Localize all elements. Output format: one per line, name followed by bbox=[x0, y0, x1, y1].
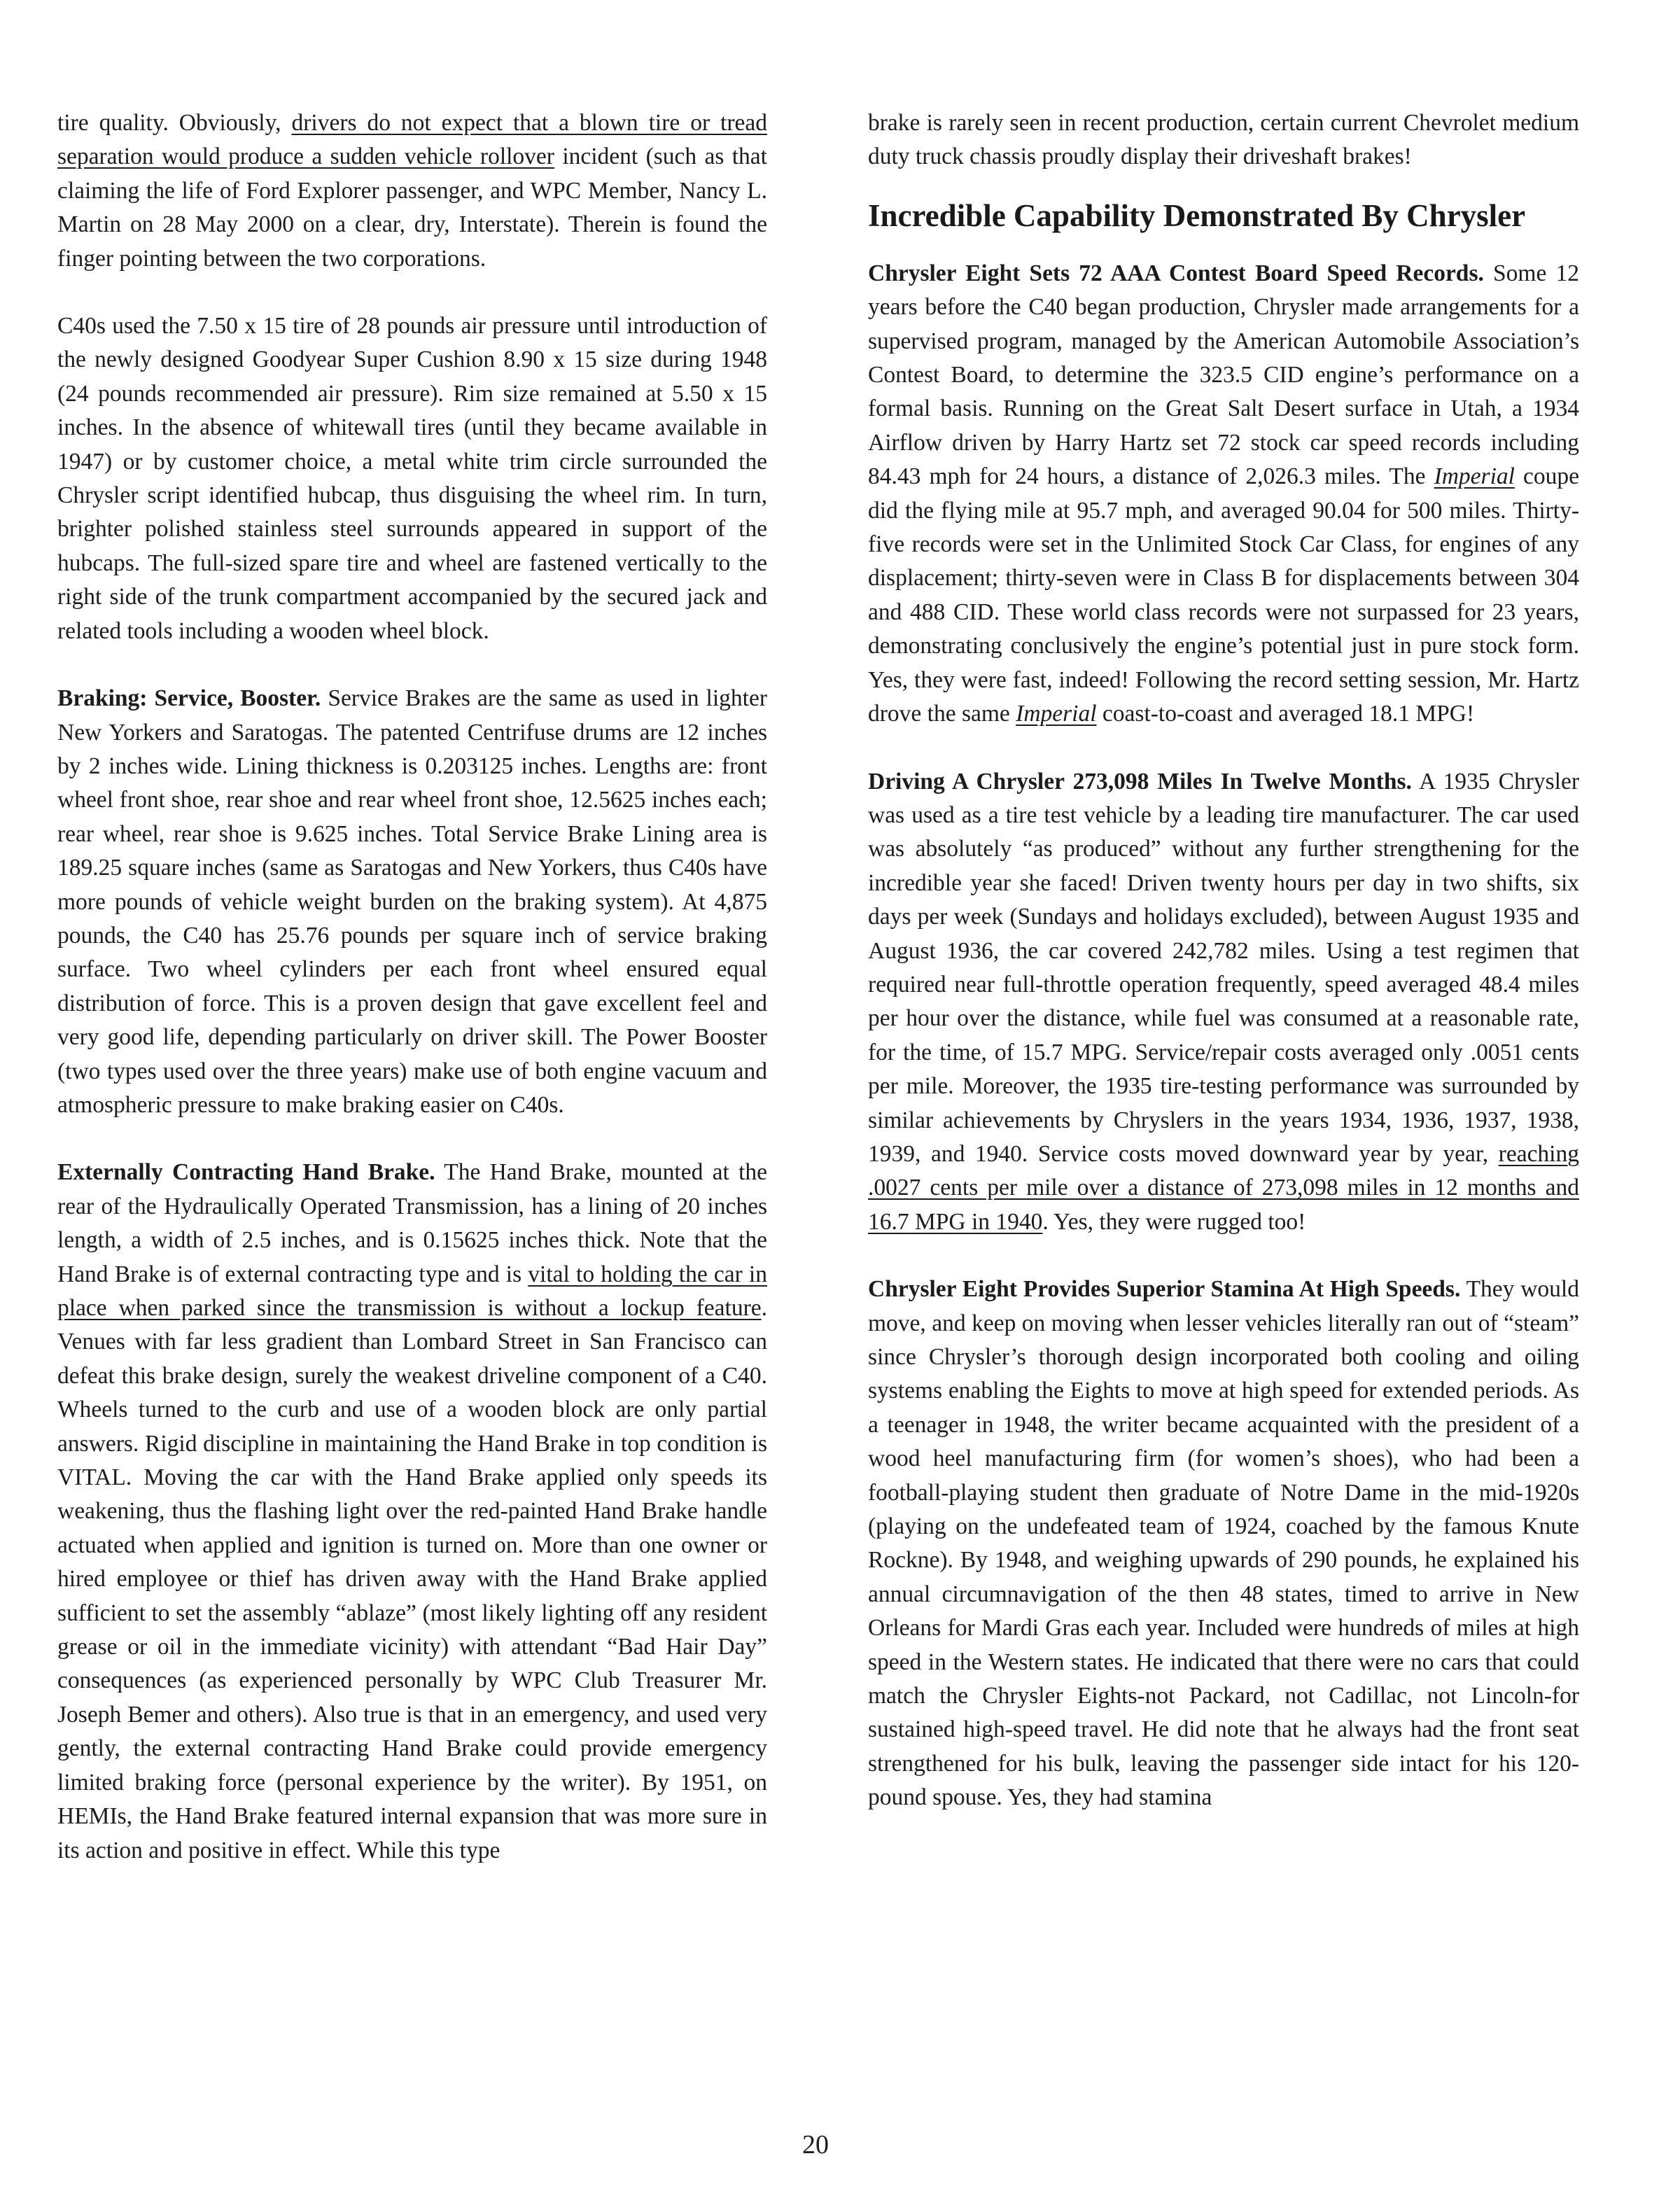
paragraph-braking-service-booster: Braking: Service, Booster. Service Brakes are the same as used in lighter New Yorkers and Saratogas. The patented Centrifuse drums are 12 inches by 2 inches wide. Lining thickness is 0.203125 inches. Lengths are: front wheel front shoe, rear shoe and rear wheel front shoe, 12.5625 inches each; rear wheel, rear shoe is 9.625 inches. Total Service Brake Lining area is 189.25 square inches (same as Saratogas and New Yorkers, thus C40s have more pounds of vehicle weight burden on the braking system). At 4,875 pounds, the C40 has 25.76 pounds per square inch of service braking surface. Two wheel cylinders per each front wheel ensured equal distribution of force. This is a proven design that gave excellent feel and very good life, depending particularly on driver skill. The Power Booster (two types used over the three years) make use of both engine vacuum and atmospheric pressure to make braking easier on C40s. bbox=[57, 685, 767, 1118]
section-lead-endurance: Driving A Chrysler 273,098 Miles In Twelve Months. bbox=[868, 768, 1412, 794]
paragraph-tire-quality: tire quality. Obviously, drivers do not expect that a blown tire or tread separation would produce a sudden vehicle rollover incident (such as that claiming the life of Ford Explorer passenger, and WPC Member, Nancy L. Martin on 28 May 2000 on a clear, dry, Interstate). Therein is found the finger pointing between the two corporations. bbox=[57, 110, 767, 272]
paragraph-tires-and-wheels: C40s used the 7.50 x 15 tire of 28 pounds air pressure until introduction of the newly designed Goodyear Super Cushion 8.90 x 15 size during 1948 (24 pounds recommended air pressure). Rim size remained at 5.50 x 15 inches. In the absence of whitewall tires (until they became available in 1947) or by customer choice, a metal white trim circle surrounded the Chrysler script identified hubcap, thus disguising the wheel rim. In turn, brighter polished stainless steel surrounds appeared in support of the hubcaps. The full-sized spare tire and wheel are fastened vertically to the right side of the trunk compartment accompanied by the secured jack and related tools including a wooden wheel block. bbox=[57, 313, 767, 644]
section-heading: Incredible Capability Demonstrated By Chrysler bbox=[868, 197, 1526, 233]
page-number: 20 bbox=[802, 2130, 829, 2160]
paragraph-endurance-test: Driving A Chrysler 273,098 Miles In Twelve Months. A 1935 Chrysler was used as a tire test vehicle by a leading tire manufacturer. The car used was absolutely “as produced” without any further strengthening for the incredible year she faced! Driven twenty hours per day in two shifts, six days per week (Sundays and holidays excluded), between August 1935 and August 1936, the car covered 242,782 miles. Using a test regimen that required near full-throttle operation frequently, speed averaged 48.4 miles per hour over the distance, while fuel was consumed at a reasonable rate, for the time, of 15.7 MPG. Service/repair costs averaged only .0051 cents per mile. Moreover, the 1935 tire-testing performance was surrounded by similar achievements by Chryslers in the years 1934, 1936, 1937, 1938, 1939, and 1940. Service costs moved downward year by year, reaching .0027 cents per mile over a distance of 273,098 miles in 12 months and 16.7 MPG in 1940. Yes, they were rugged too! bbox=[868, 768, 1579, 1235]
underlined-hand-brake-statement: vital to holding the car in place when parked since the transmission is without a lockup feature bbox=[57, 1261, 767, 1321]
section-lead-speed-records: Chrysler Eight Sets 72 AAA Contest Board Speed Records. bbox=[868, 260, 1484, 286]
right-column bbox=[868, 106, 1579, 1815]
underlined-rollover-statement: drivers do not expect that a blown tire or tread separation would produce a sudden vehicle rollover bbox=[57, 110, 767, 170]
italic-imperial-1: Imperial bbox=[1434, 463, 1515, 490]
italic-imperial-2: Imperial bbox=[1016, 701, 1097, 727]
paragraph-speed-records: Chrysler Eight Sets 72 AAA Contest Board Speed Records. Some 12 years before the C40 began production, Chrysler made arrangements for a supervised program, managed by the American Automobile Association’s Contest Board, to determine the 323.5 CID engine’s performance on a formal basis. Running on the Great Salt Desert surface in Utah, a 1934 Airflow driven by Harry Hartz set 72 stock car speed records including 84.43 mph for 24 hours, a distance of 2,026.3 miles. The Imperial coupe did the flying mile at 95.7 mph, and averaged 90.04 for 500 miles. Thirty-five records were set in the Unlimited Stock Car Class, for engines of any displacement; thirty-seven were in Class B for displacements between 304 and 488 CID. These world class records were not surpassed for 23 years, demonstrating conclusively the engine’s potential just in pure stock form. Yes, they were fast, indeed! Following the record setting session, Mr. Hartz drove the same Imperial coast-to-coast and averaged 18.1 MPG! bbox=[868, 260, 1579, 727]
underlined-1940-statement: reaching .0027 cents per mile over a distance of 273,098 miles in 12 months and 16.7 MPG in 1940 bbox=[868, 1140, 1579, 1235]
paragraph-hand-brake: Externally Contracting Hand Brake. The Hand Brake, mounted at the rear of the Hydraulically Operated Transmission, has a lining of 20 inches length, a width of 2.5 inches, and is 0.15625 inches thick. Note that the Hand Brake is of external contracting type and is vital to holding the car in place when parked since the transmission is without a lockup feature. Venues with far less gradient than Lombard Street in San Francisco can defeat this brake design, surely the weakest driveline component of a C40. Wheels turned to the curb and use of a wooden block are only partial answers. Rigid discipline in maintaining the Hand Brake in top condition is VITAL. Moving the car with the Hand Brake applied only speeds its weakening, thus the flashing light over the red-painted Hand Brake handle actuated when applied and ignition is turned on. More than one owner or hired employee or thief has driven away with the Hand Brake applied sufficient to set the assembly “ablaze” (most likely lighting off any resident grease or oil in the immediate vicinity) with attendant “Bad Hair Day” consequences (as experienced personally by WPC Club Treasurer Mr. Joseph Bemer and others). Also true is that in an emergency, and used very gently, the external contracting Hand Brake could provide emergency limited braking force (personal experience by the writer). By 1951, on HEMIs, the Hand Brake featured internal expansion that was more sure in its action and positive in effect. While this type bbox=[57, 1159, 767, 1863]
section-lead-braking: Braking: Service, Booster. bbox=[57, 685, 321, 712]
paragraph-stamina: Chrysler Eight Provides Superior Stamina At High Speeds. They would move, and keep on moving when lesser vehicles literally ran out of “steam” since Chrysler’s thorough design incorporated both cooling and oiling systems enabling the Eights to move at high speed for extended periods. As a teenager in 1948, the writer became acquainted with the president of a wood heel manufacturing firm (for women’s shoes), who had been a football-playing student then graduate of Notre Dame in the mid-1920s (playing on the undefeated team of 1924, coached by the famous Knute Rockne). By 1948, and weighing upwards of 290 pounds, he explained his annual circumnavigation of the then 48 states, timed to arrive in New Orleans for Mardi Gras each year. Included were hundreds of miles at high speed in the Western states. He indicated that there were no cars that could match the Chrysler Eights-not Packard, not Cadillac, not Lincoln-for sustained high-speed travel. He did note that he always had the front seat strengthened for his bulk, leaving the passenger side intact for his 120-pound spouse. Yes, they had stamina bbox=[868, 1276, 1579, 1811]
section-lead-hand-brake: Externally Contracting Hand Brake. bbox=[57, 1159, 435, 1186]
paragraph-driveshaft-brakes: brake is rarely seen in recent production, certain current Chevrolet medium duty truck chassis proudly display their driveshaft brakes! bbox=[868, 110, 1579, 170]
left-column bbox=[57, 106, 767, 1868]
section-lead-stamina: Chrysler Eight Provides Superior Stamina At High Speeds. bbox=[868, 1276, 1461, 1303]
